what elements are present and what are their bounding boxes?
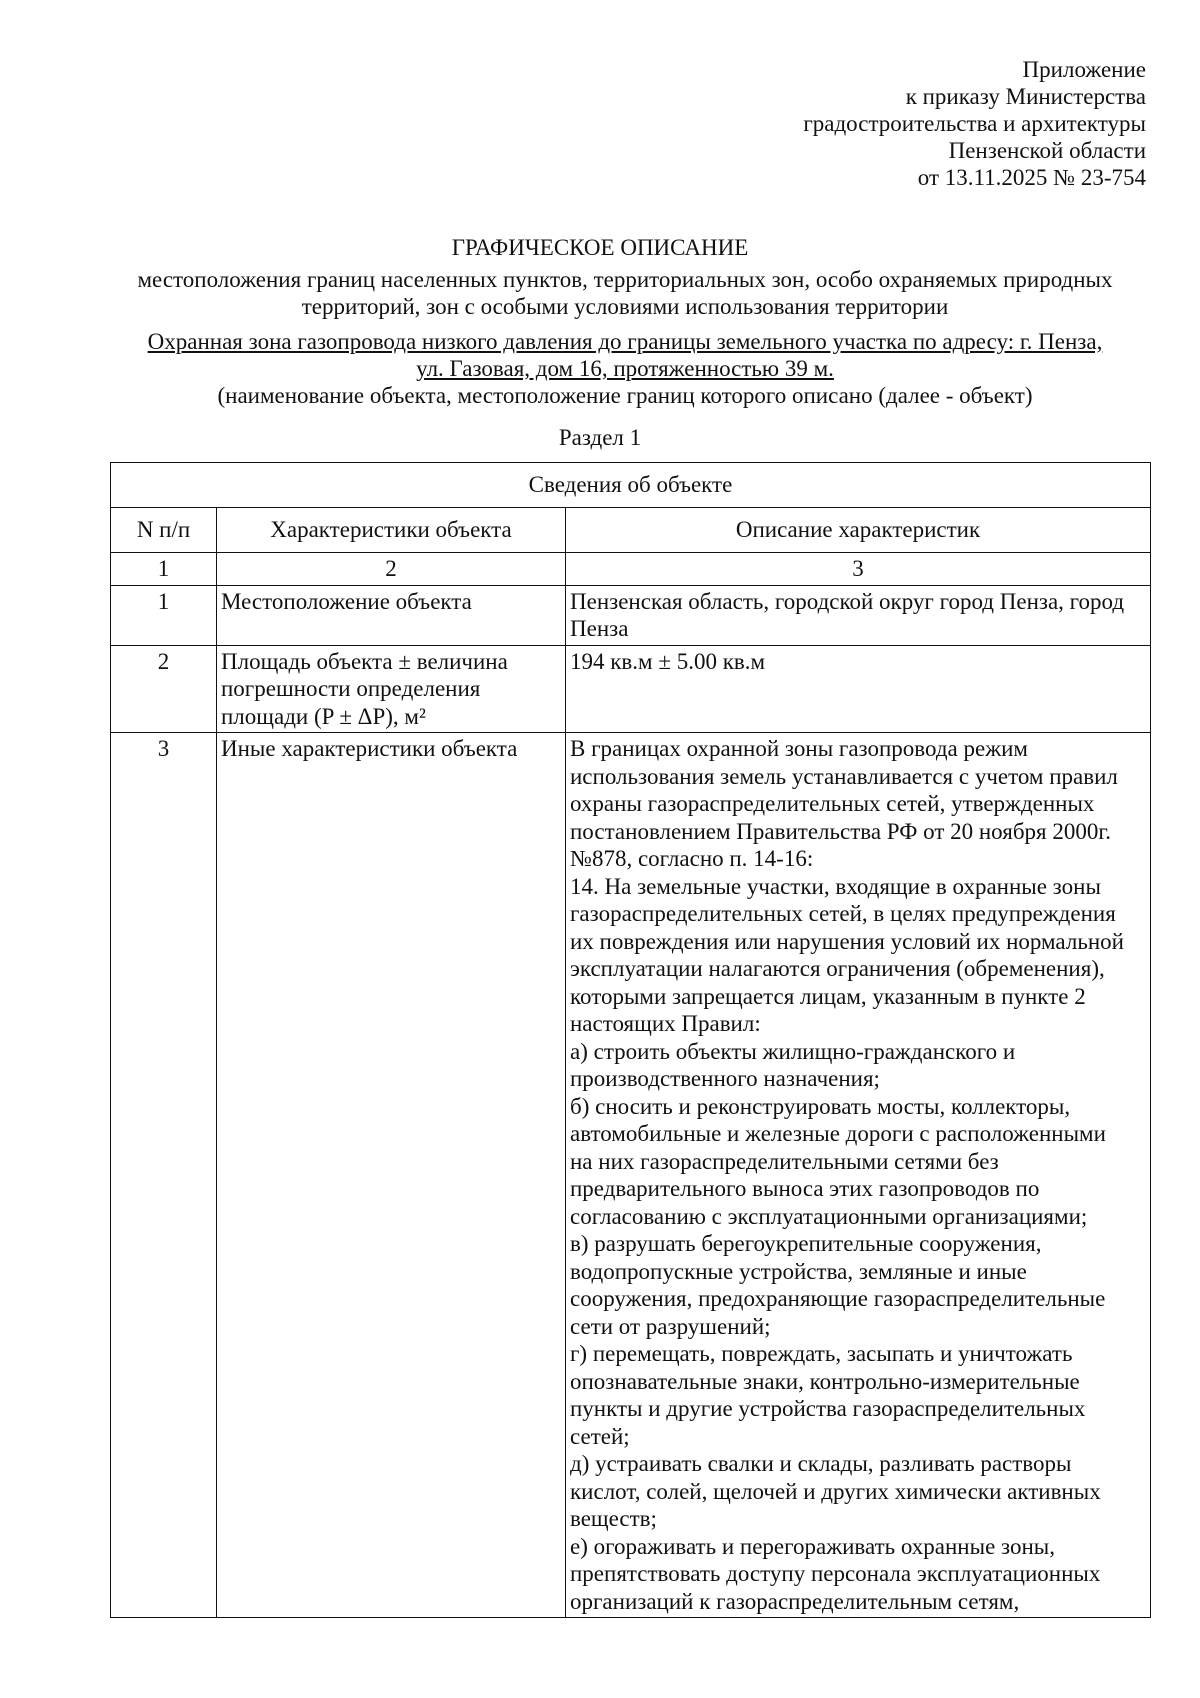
text-line: д) устраивать свалки и склады, разливать растворы [570,1451,1072,1476]
text-line: Местоположение объекта [221,588,472,614]
text-line: охраны газораспределительных сетей, утвержденных [570,791,1095,816]
table-row [111,645,1151,733]
text-line: автомобильные и железные дороги с расположенными [570,1121,1106,1146]
appendix-line: к приказу Министерства [905,84,1146,109]
object-name-block [100,328,1150,409]
text-line: площади (P ± ΔP), м² [221,703,426,729]
table-row [111,733,1151,1618]
text-line: г) перемещать, повреждать, засыпать и уничтожать [570,1341,1073,1366]
text-line: Иные характеристики объекта [221,736,518,761]
text-line: организаций к газораспределительным сетям, [570,1588,1020,1614]
text-line: сети от разрушений; [570,1313,771,1339]
appendix-line: Приложение [1022,57,1146,82]
appendix-block [626,56,1146,191]
text-line: веществ; [570,1506,657,1531]
text-line: 194 кв.м ± 5.00 кв.м [570,648,766,674]
object-name-line: ул. Газовая, дом 16, протяженностью 39 м. [416,356,834,381]
numbering-cell: 3 [566,553,1151,586]
text-line: производственного назначения; [570,1066,880,1091]
text-line: сооружения, предохраняющие газораспределительные [570,1286,1106,1311]
text-line: водопропускные устройства, земляные и иные [570,1258,1027,1284]
header-description: Описание характеристик [566,508,1151,553]
table-numbering-row [111,553,1151,586]
header-characteristic: Характеристики объекта [217,508,566,553]
text-line: опознавательные знаки, контрольно-измерительные [570,1368,1080,1394]
text-line: на них газораспределительными сетями без [570,1148,999,1174]
text-line: Пензенская область, городской округ город Пенза, город [570,588,1125,614]
numbering-cell: 1 [111,553,217,586]
row-description [566,645,1151,733]
text-line: б) сносить и реконструировать мосты, коллекторы, [570,1093,1071,1119]
table-caption: Сведения об объекте [111,463,1151,508]
text-line: постановлением Правительства РФ от 20 ноября 2000г. [570,818,1111,844]
object-name-line: Охранная зона газопровода низкого давления до границы земельного участка по адресу: г. Пенза, [147,329,1103,354]
row-number: 3 [111,733,217,1618]
row-description [566,585,1151,645]
row-description [566,733,1151,1618]
text-line: пункты и другие устройства газораспределительных [570,1396,1086,1421]
text-line: Площадь объекта ± величина [221,648,508,674]
row-number: 1 [111,585,217,645]
text-line: е) огораживать и перегораживать охранные зоны, [570,1533,1055,1559]
text-line: использования земель устанавливается с учетом правил [570,763,1118,789]
row-number: 2 [111,645,217,733]
header-number: N п/п [111,508,217,553]
text-line: кислот, солей, щелочей и других химически активных [570,1478,1101,1504]
text-line: газораспределительных сетей, в целях предупреждения [570,901,1116,926]
text-line: а) строить объекты жилищно-гражданского и [570,1038,1016,1064]
numbering-cell: 2 [217,553,566,586]
table-header-row [111,508,1151,553]
document-description [100,266,1150,320]
text-line: согласованию с эксплуатационными организациями; [570,1203,1088,1229]
text-line: В границах охранной зоны газопровода режим [570,736,1028,761]
text-line: которыми запрещается лицам, указанным в пункте 2 [570,983,1086,1009]
text-line: сетей; [570,1423,630,1449]
text-line: погрешности определения [221,676,481,701]
description-line: местоположения границ населенных пунктов, территориальных зон, особо охраняемых природных [137,267,1113,292]
row-characteristic [217,585,566,645]
appendix-line: Пензенской области [948,138,1146,163]
text-line: Пенза [570,616,629,641]
object-name-caption: (наименование объекта, местоположение границ которого описано (далее - объект) [217,383,1033,408]
text-line: предварительного выноса этих газопроводов по [570,1176,1040,1201]
text-line: 14. На земельные участки, входящие в охранные зоны [570,873,1101,899]
text-line: №878, согласно п. 14-16: [570,846,814,871]
document-title: ГРАФИЧЕСКОЕ ОПИСАНИЕ [451,235,749,260]
row-characteristic [217,733,566,1618]
text-line: эксплуатации налагаются ограничения (обременения), [570,956,1105,981]
text-line: их повреждения или нарушения условий их нормальной [570,928,1124,954]
row-characteristic [217,645,566,733]
table-row [111,585,1151,645]
description-line: территорий, зон с особыми условиями использования территории [301,294,949,319]
text-line: препятствовать доступу персонала эксплуатационных [570,1561,1101,1586]
text-line: настоящих Правил: [570,1011,761,1036]
table-caption-row [111,463,1151,508]
object-info-table [110,462,1151,1618]
appendix-order-date: от 13.11.2025 № 23-754 [917,165,1146,190]
appendix-line: градостроительства и архитектуры [803,111,1146,136]
section-label: Раздел 1 [558,425,642,450]
text-line: в) разрушать берегоукрепительные сооружения, [570,1231,1042,1256]
